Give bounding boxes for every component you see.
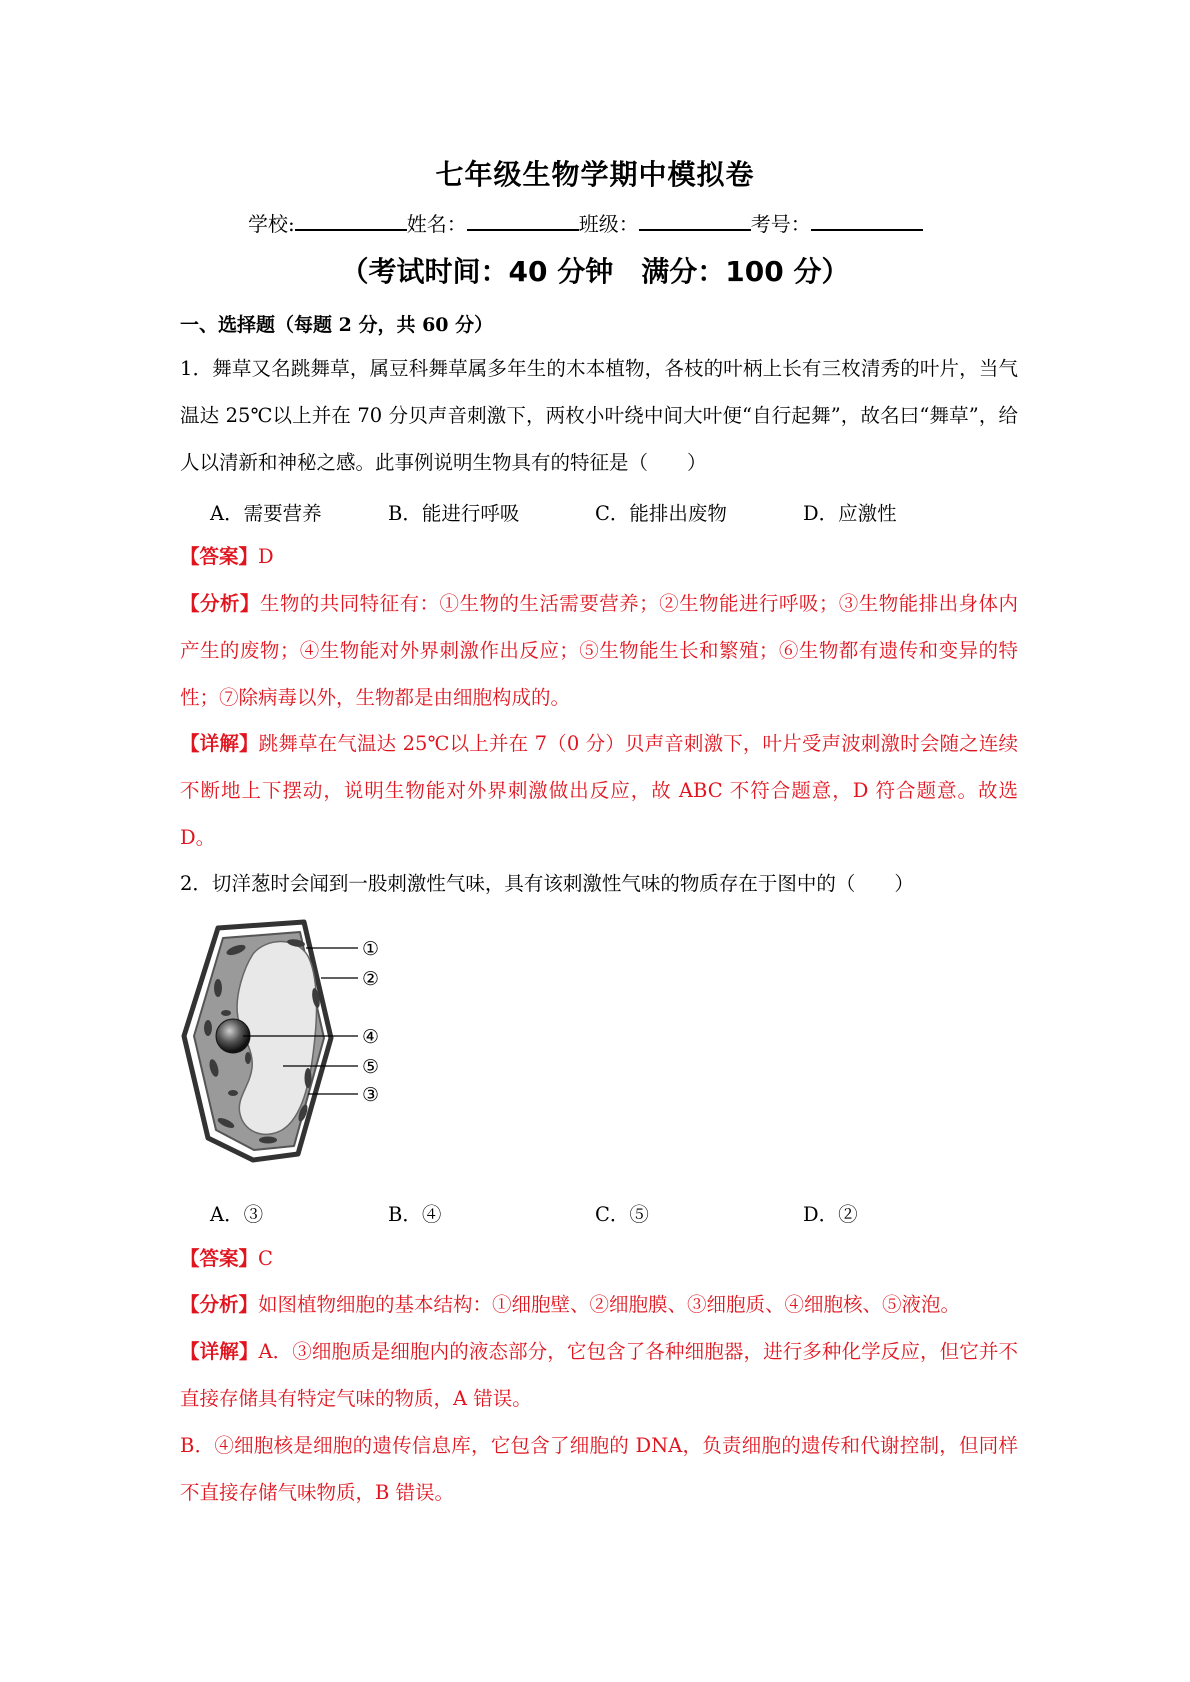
q2-option-b: B．④: [388, 1203, 442, 1226]
q1-stem: 1．舞草又名跳舞草，属豆科舞草属多年生的木本植物，各枝的叶柄上长有三枚清秀的叶片，当气温达 25℃以上并在 70 分贝声音刺激下，两枚小叶绕中间大叶便“自行起舞”，故名曰“舞草”，给人以清新和神秘之感。此事例说明生物具有的特征是（ ）: [180, 357, 1018, 474]
q2-detail-tag: 【详解】: [180, 1340, 259, 1363]
q1-answer-tag: 【答案】: [180, 545, 259, 568]
q1-option-b: B．能进行呼吸: [388, 502, 520, 525]
exam-no-blank: [811, 213, 923, 231]
q1-option-c: C．能排出废物: [595, 502, 727, 525]
section-heading: 一、选择题（每题 2 分，共 60 分）: [180, 314, 494, 336]
label-4: ④: [362, 1026, 380, 1048]
q2-analysis-text: 如图植物细胞的基本结构：①细胞壁、②细胞膜、③细胞质、④细胞核、⑤液泡。: [258, 1293, 961, 1316]
q1-analysis-text: 生物的共同特征有：①生物的生活需要营养；②生物能进行呼吸；③生物能排出身体内产生的废物；④生物能对外界刺激作出反应；⑤生物能生长和繁殖；⑥生物都有遗传和变异的特性；⑦除病毒以外，生物都是由细胞构成的。: [180, 592, 1018, 709]
school-blank: [295, 213, 407, 231]
q1-option-d: D．应激性: [803, 502, 897, 525]
label-2: ②: [362, 968, 380, 990]
exam-time: （考试时间：40 分钟 满分：100 分）: [340, 255, 850, 288]
q1-detail-text: 跳舞草在气温达 25℃以上并在 7（0 分）贝声音刺激下，叶片受声波刺激时会随之连续不断地上下摆动，说明生物能对外界刺激做出反应，故 ABC 不符合题意，D 符合题意。故选 D。: [180, 732, 1018, 849]
student-info-line: [248, 208, 923, 237]
q1-option-a: A．需要营养: [210, 502, 322, 525]
label-3: ③: [362, 1084, 380, 1106]
page-title: 七年级生物学期中模拟卷: [435, 158, 755, 191]
q1-analysis: [180, 580, 1018, 721]
q1-answer-value: D: [258, 545, 274, 568]
label-5: ⑤: [362, 1056, 380, 1078]
q2-answer-tag: 【答案】: [180, 1247, 259, 1270]
name-blank: [467, 213, 579, 231]
q1-detail-tag: 【详解】: [180, 732, 259, 755]
q2-detail-a: [180, 1328, 1018, 1422]
q2-answer: [180, 1235, 1018, 1282]
class-label: 班级：: [578, 212, 639, 236]
q1-analysis-tag: 【分析】: [180, 592, 260, 615]
plant-cell-diagram: [178, 918, 428, 1170]
q1-answer: [180, 533, 1018, 580]
q2-detail-b: B．④细胞核是细胞的遗传信息库，它包含了细胞的 DNA，负责细胞的遗传和代谢控制，但同样不直接存储气味物质，B 错误。: [180, 1434, 1018, 1504]
school-label: 学校:: [248, 212, 295, 236]
q2-options: [210, 1199, 1010, 1229]
q2-answer-value: C: [258, 1247, 273, 1270]
name-label: 姓名：: [406, 212, 467, 236]
q1-detail: [180, 720, 1018, 861]
q2-option-d: D．②: [803, 1203, 858, 1226]
q2-analysis: [180, 1281, 1018, 1328]
q2-option-c: C．⑤: [595, 1203, 649, 1226]
q2-analysis-tag: 【分析】: [180, 1293, 259, 1316]
exam-no-label: 考号：: [750, 212, 811, 236]
label-1: ①: [362, 938, 380, 960]
q2-option-a: A．③: [210, 1203, 264, 1226]
class-blank: [639, 213, 751, 231]
q2-stem: 2．切洋葱时会闻到一股刺激性气味，具有该刺激性气味的物质存在于图中的（ ）: [180, 872, 914, 895]
q2-detail-a-text: A．③细胞质是细胞内的液态部分，它包含了各种细胞器，进行多种化学反应，但它并不直接存储具有特定气味的物质，A 错误。: [180, 1340, 1018, 1410]
q1-options: [210, 498, 1010, 528]
